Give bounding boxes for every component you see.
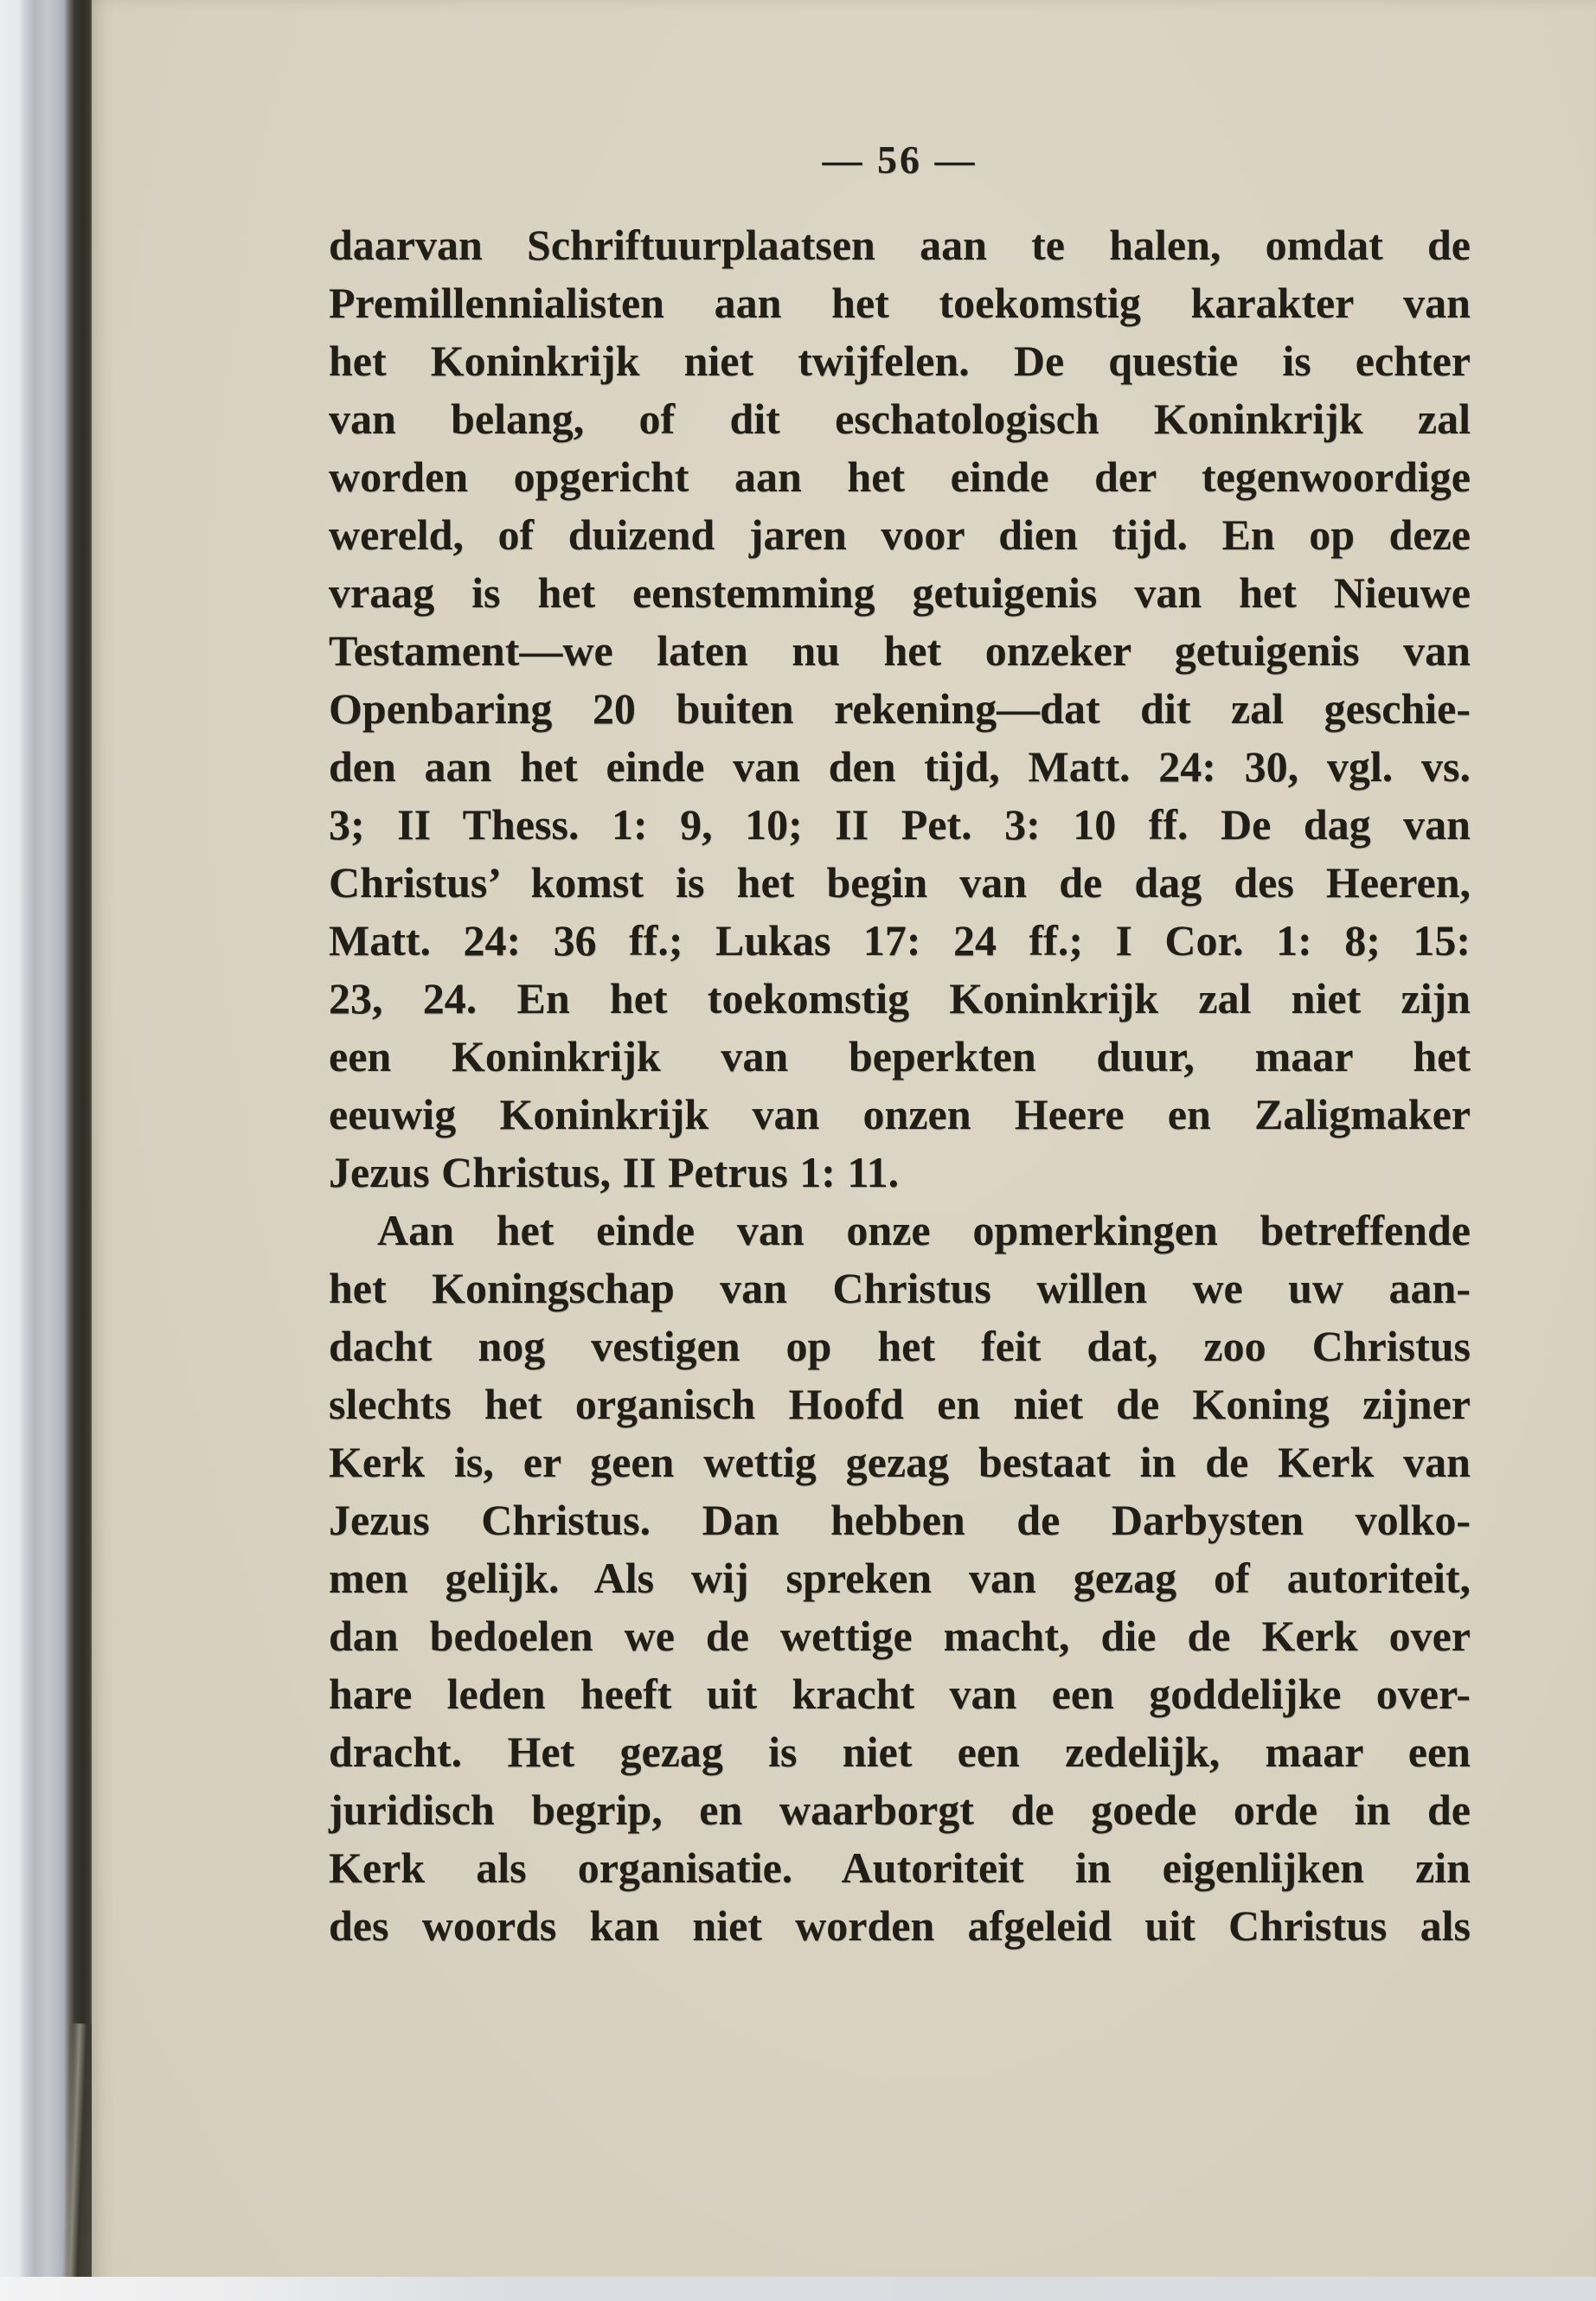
text-line-paragraph-start: Aan het einde van onze opmerkingen betreffende — [377, 1206, 1471, 1254]
text-line: 3; II Thess. 1: 9, 10; II Pet. 3: 10 ff. De dag van — [329, 800, 1471, 849]
text-line: wereld, of duizend jaren voor dien tijd. En op deze — [329, 510, 1471, 559]
scanner-bed-strip — [0, 2277, 1596, 2301]
text-line: Matt. 24: 36 ff.; Lukas 17: 24 ff.; I Cor. 1: 8; 15: — [329, 916, 1471, 965]
book-edge-stack — [0, 0, 95, 2301]
text-line: Christus’ komst is het begin van de dag des Heeren, — [329, 858, 1471, 907]
text-line: van belang, of dit eschatologisch Koninkrijk zal — [329, 394, 1471, 443]
text-line: des woords kan niet worden afgeleid uit Christus als — [329, 1901, 1471, 1950]
text-line: Kerk als organisatie. Autoriteit in eigenlijken zin — [329, 1843, 1471, 1892]
text-line: juridisch begrip, en waarborgt de goede orde in de — [329, 1785, 1471, 1834]
text-line: dracht. Het gezag is niet een zedelijk, maar een — [329, 1727, 1471, 1776]
text-line: men gelijk. Als wij spreken van gezag of autoriteit, — [329, 1554, 1471, 1602]
text-line: het Koningschap van Christus willen we uw aan- — [329, 1264, 1471, 1312]
text-line: Openbaring 20 buiten rekening—dat dit zal geschie- — [329, 684, 1471, 733]
text-line: 23, 24. En het toekomstig Koninkrijk zal niet zijn — [329, 974, 1471, 1022]
text-line: eeuwig Koninkrijk van onzen Heere en Zaligmaker — [329, 1090, 1471, 1138]
text-line: slechts het organisch Hoofd en niet de Koning zijner — [329, 1380, 1471, 1428]
text-line: vraag is het eenstemming getuigenis van het Nieuwe — [329, 568, 1471, 617]
text-line: dan bedoelen we de wettige macht, die de Kerk over — [329, 1612, 1471, 1660]
text-line: daarvan Schriftuurplaatsen aan te halen, omdat de — [329, 221, 1471, 269]
text-line: Kerk is, er geen wettig gezag bestaat in de Kerk van — [329, 1438, 1471, 1486]
text-line: den aan het einde van den tijd, Matt. 24: 30, vgl. vs. — [329, 742, 1471, 791]
text-line: het Koninkrijk niet twijfelen. De questie is echter — [329, 336, 1471, 385]
text-line-paragraph-end: Jezus Christus, II Petrus 1: 11. — [329, 1148, 900, 1196]
body-text — [329, 216, 1471, 1955]
text-line: dacht nog vestigen op het feit dat, zoo Christus — [329, 1322, 1471, 1370]
text-line: Jezus Christus. Dan hebben de Darbysten volko- — [329, 1496, 1471, 1544]
text-line: Testament—we laten nu het onzeker getuigenis van — [329, 626, 1471, 675]
text-line: Premillennialisten aan het toekomstig karakter van — [329, 279, 1471, 327]
text-line: worden opgericht aan het einde der tegenwoordige — [329, 452, 1471, 501]
page-number: — 56 — — [822, 138, 977, 182]
text-line: een Koninkrijk van beperkten duur, maar het — [329, 1032, 1471, 1080]
text-line: hare leden heeft uit kracht van een goddelijke over- — [329, 1670, 1471, 1718]
